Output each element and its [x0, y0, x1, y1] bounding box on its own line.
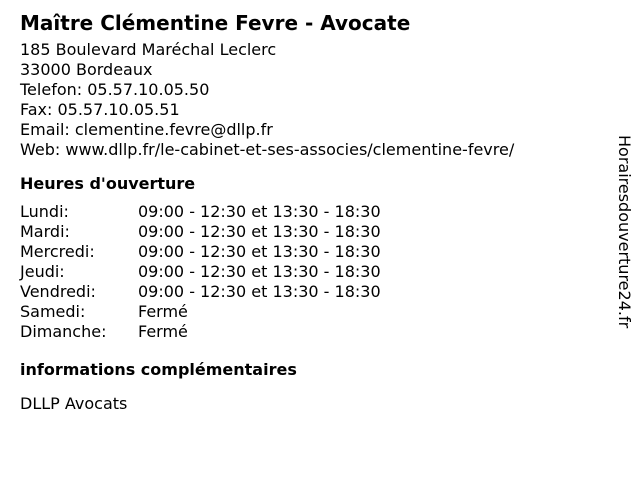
hours-heading: Heures d'ouverture: [20, 174, 196, 193]
phone-number[interactable]: Telefon: 05.57.10.05.50: [20, 80, 210, 99]
website-url[interactable]: Web: www.dllp.fr/le-cabinet-et-ses-associes/clementine-fevre/: [20, 140, 515, 159]
hours-row-wednesday: [20, 242, 610, 262]
hours-row-friday: [20, 282, 610, 302]
hours-row-saturday: [20, 302, 610, 322]
fax-number: Fax: 05.57.10.05.51: [20, 100, 180, 119]
hours-row-sunday: [20, 322, 610, 342]
hours-day: Samedi:: [20, 302, 86, 321]
business-card: [20, 10, 610, 414]
hours-time: 09:00 - 12:30 et 13:30 - 18:30: [138, 222, 381, 241]
site-watermark: [612, 135, 636, 370]
hours-time: 09:00 - 12:30 et 13:30 - 18:30: [138, 242, 381, 261]
hours-day: Vendredi:: [20, 282, 96, 301]
hours-row-tuesday: [20, 222, 610, 242]
hours-day: Dimanche:: [20, 322, 107, 341]
extra-info-heading: informations complémentaires: [20, 360, 297, 379]
hours-day: Lundi:: [20, 202, 69, 221]
hours-row-monday: [20, 202, 610, 222]
business-title: Maître Clémentine Fevre - Avocate: [20, 11, 411, 35]
address-street: 185 Boulevard Maréchal Leclerc: [20, 40, 277, 59]
hours-time: 09:00 - 12:30 et 13:30 - 18:30: [138, 202, 381, 221]
hours-day: Mercredi:: [20, 242, 95, 261]
site-watermark-text: Horairesdouverture24.fr: [615, 135, 634, 329]
hours-time: Fermé: [138, 302, 188, 321]
hours-time: Fermé: [138, 322, 188, 341]
address-city: 33000 Bordeaux: [20, 60, 153, 79]
hours-table: [20, 202, 610, 342]
hours-day: Mardi:: [20, 222, 70, 241]
hours-time: 09:00 - 12:30 et 13:30 - 18:30: [138, 282, 381, 301]
email-address[interactable]: Email: clementine.fevre@dllp.fr: [20, 120, 273, 139]
hours-day: Jeudi:: [20, 262, 65, 281]
hours-time: 09:00 - 12:30 et 13:30 - 18:30: [138, 262, 381, 281]
extra-info-text: DLLP Avocats: [20, 394, 128, 413]
hours-row-thursday: [20, 262, 610, 282]
